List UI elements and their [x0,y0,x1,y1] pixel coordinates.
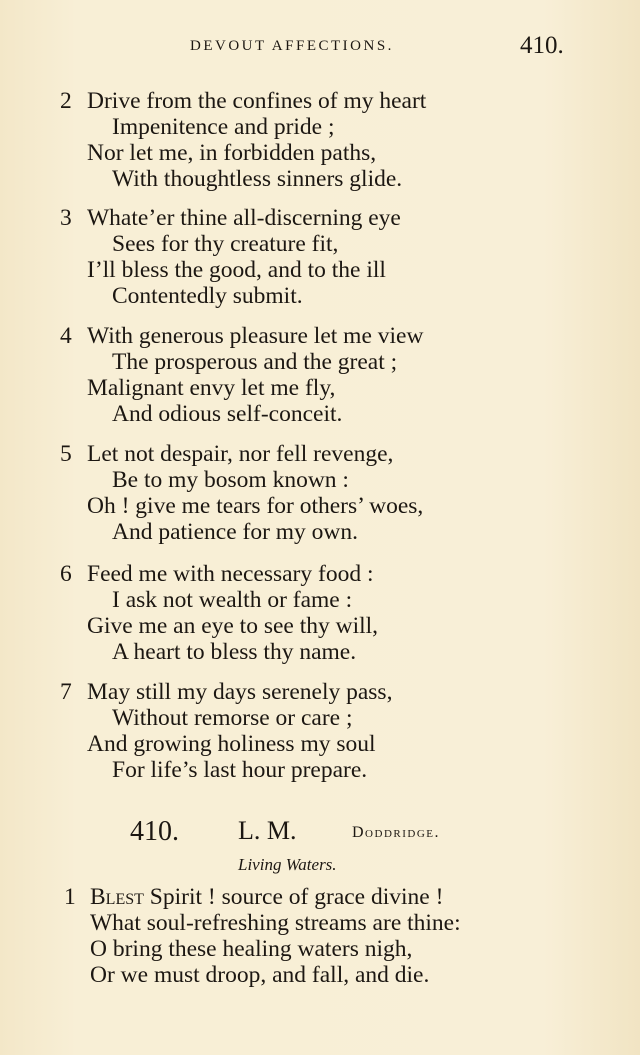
verse-line: What soul-refreshing streams are thine: [90,910,461,936]
verse-line: Impenitence and pride ; [112,114,335,140]
verse-line: Feed me with necessary food : [87,561,374,587]
verse-line: The prosperous and the great ; [112,349,398,375]
verse-number: 3 [60,205,72,231]
verse-line: Be to my bosom known : [112,467,349,493]
hymn-subtitle: Living Waters. [238,855,337,874]
verse-line: Without remorse or care ; [112,705,353,731]
hymn-number: 410. [130,816,179,847]
verse-first-word: Blest [90,884,144,910]
verse-line: With generous pleasure let me view [87,323,424,349]
verse-number: 5 [60,441,72,467]
verse-line: Drive from the confines of my heart [87,88,427,114]
verse-line: A heart to bless thy name. [112,639,357,665]
verse-line: Give me an eye to see thy will, [87,613,379,639]
verse-line: Or we must droop, and fall, and die. [90,962,430,988]
verse-line: And patience for my own. [112,519,359,545]
verse-number: 1 [64,884,76,910]
verse-line: Malignant envy let me fly, [87,375,336,401]
verse-line: I’ll bless the good, and to the ill [87,257,386,283]
verse-number: 7 [60,679,72,705]
verse-line: For life’s last hour prepare. [112,757,368,783]
verse-line: I ask not wealth or fame : [112,587,353,613]
verse-line: Sees for thy creature fit, [112,231,339,257]
verse-line: Let not despair, nor fell revenge, [87,441,394,467]
verse-number: 2 [60,88,72,114]
hymn-heading [0,816,640,856]
verse-number: 4 [60,323,72,349]
verse-line: May still my days serenely pass, [87,679,393,705]
verse-line [90,886,443,910]
verse-line-rest: Spirit ! source of grace divine ! [143,884,444,910]
page-number: 410. [520,32,564,59]
verse-line: Contentedly submit. [112,283,303,309]
hymn-meter: L. M. [238,816,297,845]
verse-line: And growing holiness my soul [87,731,376,757]
verse-line: Whate’er thine all-discerning eye [87,205,401,231]
hymn-author: Doddridge. [352,824,440,841]
verse-line: Nor let me, in forbidden paths, [87,140,377,166]
running-title: DEVOUT AFFECTIONS. [190,38,394,54]
verse-line: And odious self-conceit. [112,401,343,427]
verse-line: O bring these healing waters nigh, [90,936,413,962]
verse-line: Oh ! give me tears for others’ woes, [87,493,424,519]
verse-line: With thoughtless sinners glide. [112,166,403,192]
verse-number: 6 [60,561,72,587]
